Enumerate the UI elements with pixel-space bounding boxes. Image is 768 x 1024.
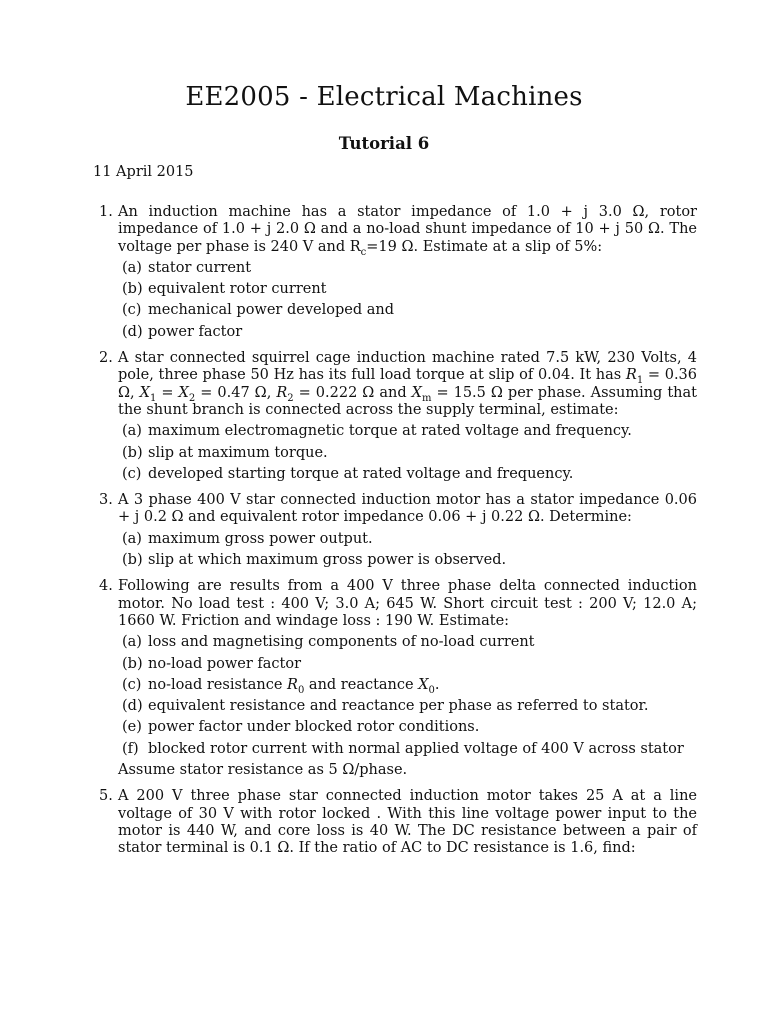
list-item: (a) loss and magnetising components of no-load current [122, 634, 535, 651]
list-item: (b) equivalent rotor current [122, 281, 327, 298]
question-3 [93, 492, 697, 569]
list-item: (a) maximum electromagnetic torque at rated voltage and frequency. [122, 423, 632, 440]
list-item: (c) no-load resistance $R_0$ and reactance $X_0$. [122, 676, 440, 696]
question-number: 2. [99, 350, 113, 367]
document-title: EE2005 - Electrical Machines [185, 82, 583, 112]
document-subtitle: Tutorial 6 [338, 134, 430, 153]
list-item: (b) slip at maximum torque. [122, 444, 328, 461]
list-item: (c) developed starting torque at rated voltage and frequency. [122, 465, 574, 482]
list-item: (a) stator current [122, 259, 252, 276]
question-parts [118, 634, 697, 758]
question-note: Assume stator resistance as 5 Ω/phase. [118, 762, 408, 779]
list-item: (a) maximum gross power output. [122, 530, 373, 547]
document-date: 11 April 2015 [93, 164, 194, 180]
question-number: 5. [99, 788, 113, 805]
question-4 [93, 578, 697, 779]
question-text: An induction machine has a stator impedance of 1.0 + j 3.0 Ω, rotor impedance of 1.0 + j 2.0 Ω and a no-load shunt impedance of 10 + j 50 Ω. The voltage per phase is 240 V and $R_c=19$ Ω. Estimate at a slip of 5%: [118, 204, 697, 258]
question-text: Following are results from a 400 V three phase delta connected induction motor. No load test : 400 V; 3.0 A; 645 W. Short circuit test : 200 V; 12.0 A; 1660 W. Friction and windage loss : 190 W. Estimate: [118, 578, 697, 629]
question-parts [118, 423, 697, 483]
question-number: 1. [99, 204, 113, 220]
list-item: (b) slip at which maximum gross power is observed. [122, 552, 507, 569]
question-list [93, 204, 697, 867]
list-item: (c) mechanical power developed and [122, 302, 394, 319]
question-number: 4. [99, 578, 113, 595]
question-number: 3. [99, 492, 113, 509]
list-item: (d) equivalent resistance and reactance per phase as referred to stator. [122, 698, 649, 715]
question-text: A 200 V three phase star connected induction motor takes 25 A at a line voltage of 30 V with rotor locked . With this line voltage power input to the motor is 440 W, and core loss is 40 W. The DC resistance between a pair of stator terminal is 0.1 Ω. If the ratio of AC to DC resistance is 1.6, find: [118, 788, 697, 857]
question-5 [93, 788, 697, 857]
question-text: A star connected squirrel cage induction machine rated 7.5 kW, 230 Volts, 4 pole, three phase 50 Hz has its full load torque at slip of 0.04. It has $R_1 = 0.36$ Ω, $X_1 = X_2 = 0.47$ Ω, $R_2 = 0.222$ Ω and $X_m = 15.5$ Ω per phase. Assuming that the shunt branch is connected across the supply terminal, estimate: [118, 350, 698, 418]
question-text: A 3 phase 400 V star connected induction motor has a stator impedance 0.06 + j 0.2 Ω and equivalent rotor impedance 0.06 + j 0.22 Ω. Determine: [118, 492, 697, 526]
question-parts [118, 260, 697, 341]
question-2 [93, 350, 697, 483]
question-1 [93, 204, 697, 341]
list-item: (f) blocked rotor current with normal applied voltage of 400 V across stator [122, 740, 684, 757]
question-parts [118, 531, 697, 570]
list-item: (d) power factor [122, 323, 243, 340]
list-item: (e) power factor under blocked rotor conditions. [122, 719, 480, 736]
list-item: (b) no-load power factor [122, 655, 302, 672]
